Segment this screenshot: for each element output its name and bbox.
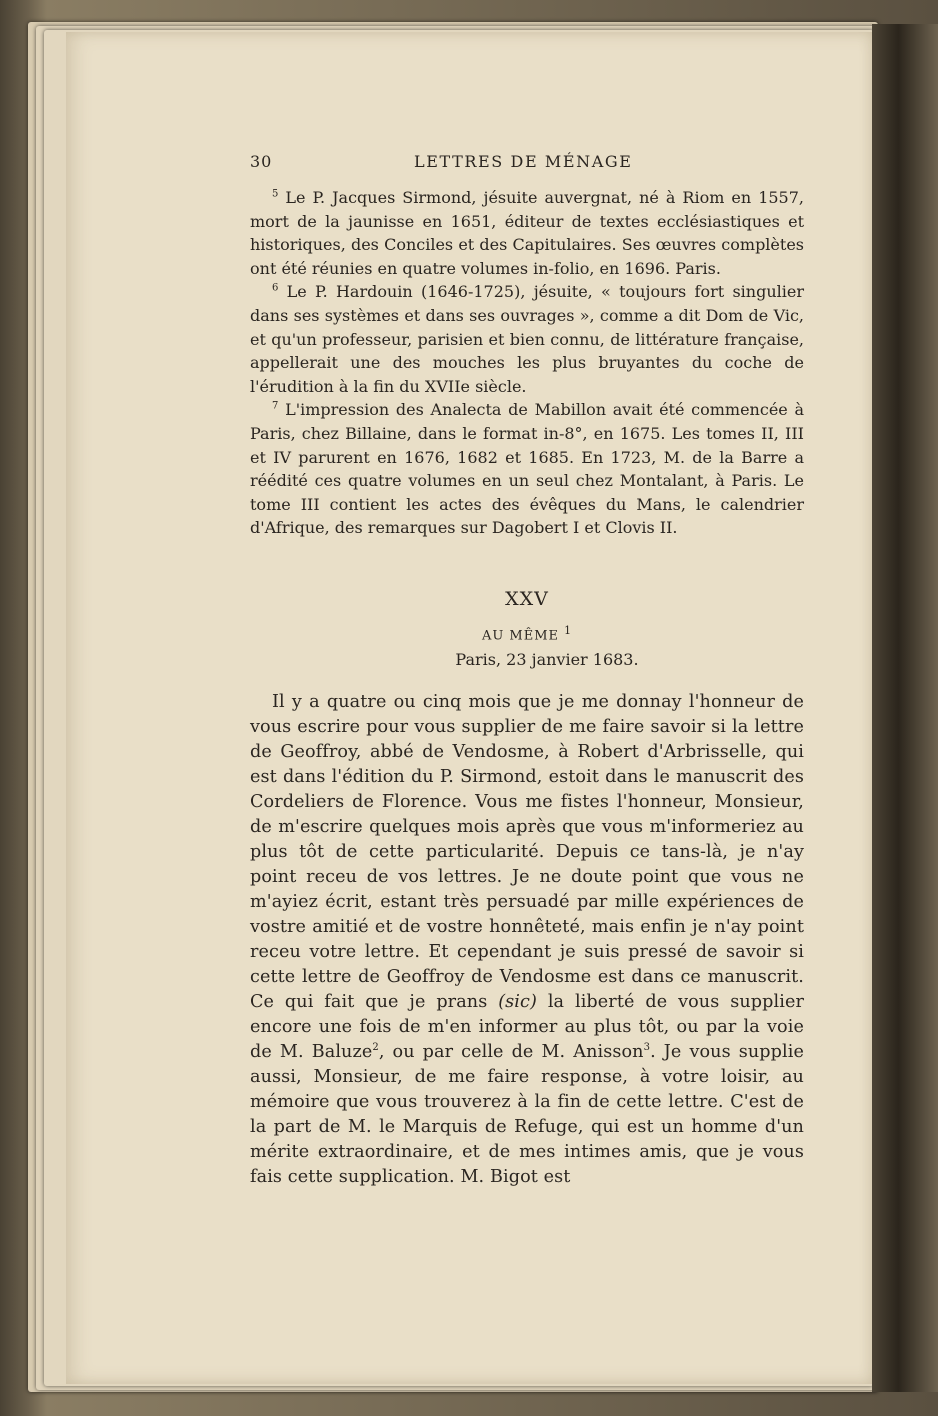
body-text: . Je vous supplie aussi, Monsieur, de me faire response, à votre loisir, au mémoire que vous trouverez à la fin de cette lettre. C'est de la part de M. le Marquis de Refuge, qui est un homme d'un mérite extraordinaire, et de mes intimes amis, que je vous fais cette supplication. M. Bigot est: [250, 1041, 804, 1187]
note-marker: 3: [643, 1042, 651, 1054]
body-text: Il y a quatre ou cinq mois que je me donnay l'honneur de vous escrire pour vous supplier de me faire savoir si la lettre de Geoffroy, abbé de Vendosme, à Robert d'Arbrisselle, qui est dans l'édition du P. Sirmond, estoit dans le manuscrit des Cordeliers de Florence. Vous me fistes l'honneur, Monsieur, de m'escrire quelques mois après que vous m'informeriez au plus tôt de cette particularité. Depuis ce tans-là, je n'ay point receu de vos lettres. Je ne doute point que vous ne m'ayiez écrit, estant très persuadé par mille expériences de vostre amitié et de vostre honnêteté, mais enfin je n'ay point receu votre lettre. Et cependant je suis pressé de savoir si cette lettre de Geoffroy de Vendosme est dans ce manuscrit. Ce qui fait que je prans: [250, 691, 804, 1012]
footnotes: [250, 186, 804, 540]
text-block: [250, 152, 804, 1190]
footnote-marker: 7: [272, 401, 279, 413]
footnote-text: Le P. Hardouin (1646-1725), jésuite, « toujours fort singulier dans ses systèmes et dans ses ouvrages », comme a dit Dom de Vic, et qu'un professeur, parisien et bien connu, de littérature française, appellerait une des mouches les plus bruyantes du coche de l'érudition à la fin du XVIIe siècle.: [250, 282, 804, 396]
letter-body: [250, 690, 804, 1190]
letter-number: XXV: [505, 587, 549, 610]
letter-recipient: [250, 624, 804, 646]
recipient-note-marker: 1: [564, 623, 573, 637]
running-title: LETTRES DE MÉNAGE: [414, 152, 633, 171]
book-page: [66, 32, 872, 1384]
sic-annotation: (sic): [498, 991, 537, 1012]
note-marker: 2: [372, 1042, 379, 1054]
body-text: , ou par celle de M. Anisson: [378, 1041, 644, 1062]
recipient-text: AU MÊME: [481, 628, 560, 644]
footnote-text: L'impression des Analecta de Mabillon avait été commencée à Paris, chez Billaine, dans le format in-8°, en 1675. Les tomes II, III et IV parurent en 1676, 1682 et 1685. En 1723, M. de la Barre a réédité ces quatre volumes en un seul chez Montalant, à Paris. Le tome III contient les actes des évêques du Mans, le calendrier d'Afrique, des remarques sur Dagobert I et Clovis II.: [250, 400, 804, 538]
footnote: [250, 398, 804, 540]
footnote: [250, 186, 804, 280]
footnote-marker: 6: [272, 283, 279, 295]
page-number: 30: [250, 152, 273, 171]
footnote-text: Le P. Jacques Sirmond, jésuite auvergnat, né à Riom en 1557, mort de la jaunisse en 1651, éditeur de textes ecclésiastiques et historiques, des Conciles et des Capitulaires. Ses œuvres complètes ont été réunies en quatre volumes in-folio, en 1696. Paris.: [250, 188, 804, 278]
body-text: la liberté de vous supplier encore une fois de m'en informer au plus tôt, ou par la voie de M. Baluze: [250, 991, 804, 1062]
footnote-marker: 5: [272, 188, 279, 200]
facing-page-edge: [872, 24, 938, 1392]
letter-dateline: Paris, 23 janvier 1683.: [455, 649, 639, 669]
running-header: [250, 152, 804, 180]
footnote: [250, 280, 804, 398]
